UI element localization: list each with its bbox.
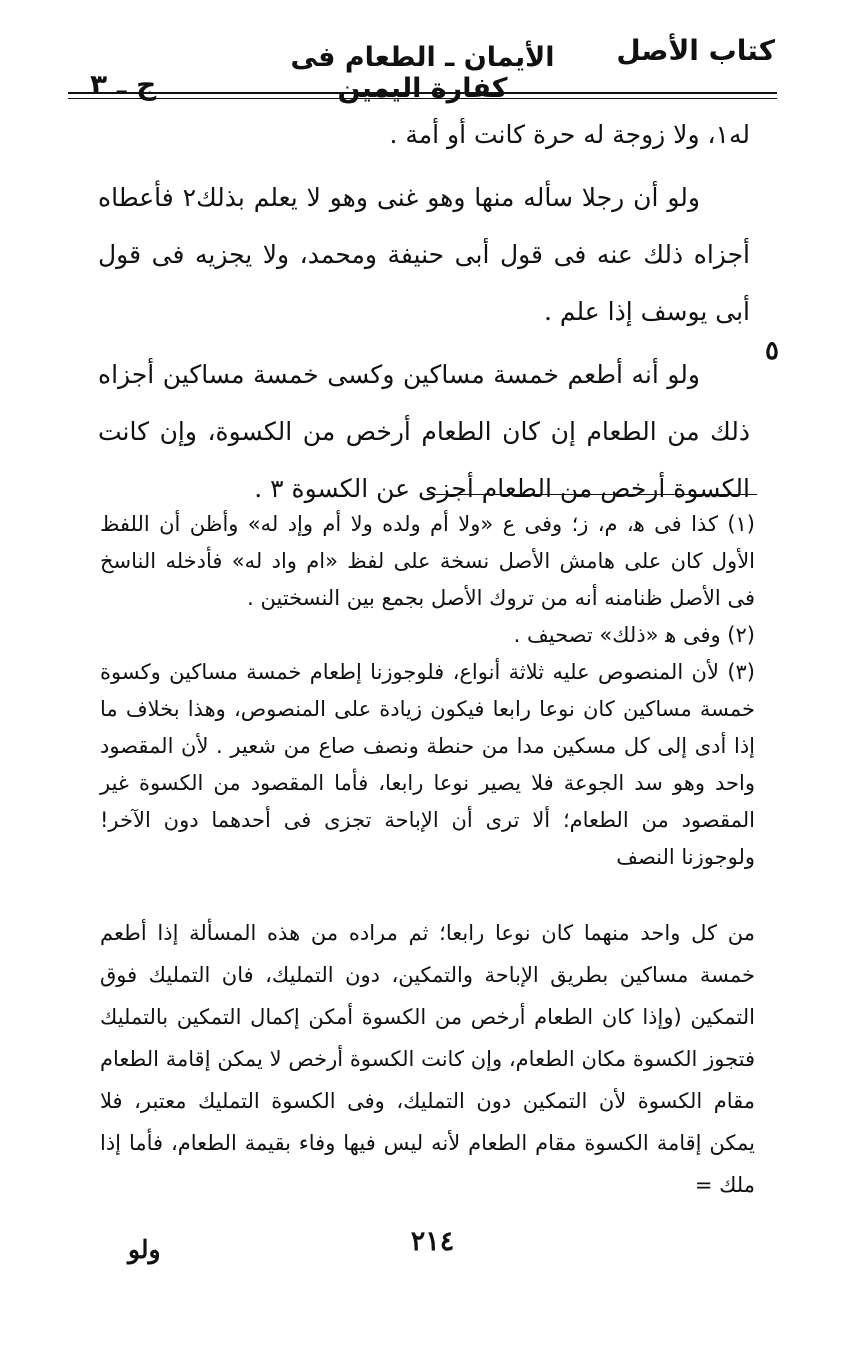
footnote-divider — [427, 494, 757, 495]
footnotes — [100, 506, 755, 876]
volume-number: ج ـ ٣ — [90, 68, 157, 101]
chapter-title-line2: كفارة اليمين — [337, 73, 508, 105]
footnote-3-continuation: من كل واحد منهما كان نوعا رابعا؛ ثم مراده من هذه المسألة إذا أطعم خمسة مساكين بطريق الإباحة والتمكين، دون التمليك، فان التمليك فوق التمكين (وإذا كان الطعام أرخص من الكسوة أمكن إكمال التمكين بالتمليك فتجوز الكسوة مكان الطعام، وإن كانت الكسوة أرخص لا يمكن إقامة الطعام مقام الكسوة لأن التمكين دون التمليك، وفى الكسوة التمليك معتبر، فلا يمكن إقامة الكسوة مقام الطعام لأنه ليس فيها وفاء بقيمة الطعام، فأما إذا ملك = — [100, 921, 755, 1197]
footnote-2: (٢) وفى ﻫ «ذلك» تصحيف . — [513, 623, 755, 647]
footnote-1: (١) كذا فى ﻫ، م، ز؛ وفى ع «ولا أم ولده ولا أم وإد له» وأظن أن اللفظ الأول كان على هامش الأصل نسخة على لفظ «ام واد له» فأدخله الناسخ فى الأصل ظنامنه أنه من تروك الأصل بجمع بين النسختين . — [100, 512, 755, 610]
footnote-3: (٣) لأن المنصوص عليه ثلاثة أنواع، فلوجوزنا إطعام خمسة مساكين وكسوة خمسة مساكين كان نوعا رابعا فيكون زيادة على المنصوص، وهذا بخلاف ما إذا أدى إلى كل مسكين مدا من حنطة ونصف صاع من شعير . لأن المقصود واحد وهو سد الجوعة فلا يصير نوعا رابعا، فأما المقصود من الكسوة غير المقصود من الطعام؛ ألا ترى أن الإباحة تجزى فى أحدهما دون الآخر! ولوجوزنا النصف — [100, 660, 755, 869]
line-marker: ٥ — [765, 336, 779, 366]
chapter-title-line1: الأيمان ـ الطعام فى — [290, 42, 555, 73]
main-paragraph: له١، ولا زوجة له حرة كانت أو أمة . — [389, 120, 750, 149]
catchword: ولو — [128, 1235, 161, 1264]
main-text — [98, 106, 750, 523]
main-paragraph: ولو أنه أطعم خمسة مساكين وكسى خمسة مساكين أجزاه ذلك من الطعام إن كان الطعام أرخص من الكسوة، وإن كانت الكسوة أرخص من الطعام أجزى عن الكسوة ٣ . — [98, 360, 750, 503]
running-header — [70, 28, 775, 105]
book-title: كتاب الأصل — [616, 34, 775, 67]
main-paragraph: ولو أن رجلا سأله منها وهو غنى وهو لا يعلم بذلك٢ فأعطاه أجزاه ذلك عنه فى قول أبى حنيفة ومحمد، ولا يجزيه فى قول أبى يوسف إذا علم . — [98, 183, 750, 326]
page-number: ٢١٤ — [410, 1226, 455, 1257]
footnote-continuation — [100, 912, 755, 1206]
header-divider — [68, 92, 777, 99]
